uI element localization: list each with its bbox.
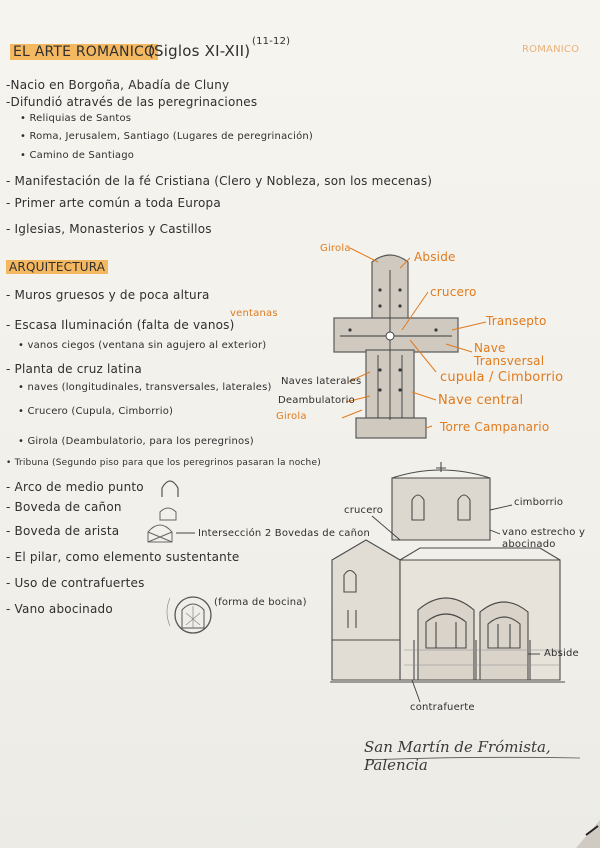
arch-item: - Vano abocinado bbox=[6, 602, 113, 616]
arch-item: - Boveda de arista bbox=[6, 524, 120, 538]
label-torre-campanario: Torre Campanario bbox=[440, 420, 550, 434]
corner-label: ROMANICO bbox=[522, 44, 580, 55]
label-nave-central: Nave central bbox=[438, 393, 524, 408]
architecture-heading-text: ARQUITECTURA bbox=[6, 260, 108, 274]
label-naves-laterales: Naves laterales bbox=[281, 376, 362, 387]
church-label-crucero: crucero bbox=[344, 505, 384, 516]
note-ventanas: ventanas bbox=[230, 308, 278, 319]
title-superscript: (11-12) bbox=[252, 36, 291, 47]
label-cupula: cupula / Cimborrio bbox=[440, 370, 564, 385]
arch-item: - Boveda de cañon bbox=[6, 500, 122, 514]
intro-line: -Nacio en Borgoña, Abadía de Cluny bbox=[6, 78, 230, 92]
arch-item: • Tribuna (Segundo piso para que los peregrinos pasaran la noche) bbox=[6, 458, 321, 468]
church-label-contrafuerte: contrafuerte bbox=[410, 702, 475, 713]
arch-item: • Crucero (Cupula, Cimborrio) bbox=[18, 406, 174, 417]
intro-line: -Difundió através de las peregrinaciones bbox=[6, 95, 258, 109]
title-highlight: EL ARTE ROMANICO bbox=[10, 44, 158, 60]
label-girola-bottom: Girola bbox=[276, 411, 307, 422]
arch-item: - Uso de contrafuertes bbox=[6, 576, 145, 590]
arch-item: - Escasa Iluminación (falta de vanos) bbox=[6, 318, 235, 332]
intro-line: - Manifestación de la fé Cristiana (Clero y Nobleza, son los mecenas) bbox=[6, 174, 433, 188]
label-girola-top: Girola bbox=[320, 243, 351, 254]
note-forma-bocina: (forma de bocina) bbox=[214, 597, 307, 608]
arch-item: • vanos ciegos (ventana sin agujero al exterior) bbox=[18, 340, 267, 351]
church-label-vano: vano estrecho y abocinado bbox=[502, 527, 586, 550]
arch-item: • Girola (Deambulatorio, para los peregrinos) bbox=[18, 436, 254, 447]
arch-item: - Arco de medio punto bbox=[6, 480, 144, 494]
intro-line: • Camino de Santiago bbox=[20, 150, 135, 161]
label-transepto: Transepto bbox=[486, 314, 547, 328]
note-interseccion: Intersección 2 Bovedas de cañon bbox=[198, 528, 370, 539]
label-abside: Abside bbox=[414, 250, 456, 264]
church-label-abside: Abside bbox=[544, 648, 579, 659]
intro-line: • Roma, Jerusalem, Santiago (Lugares de peregrinación) bbox=[20, 131, 314, 142]
label-nave-transversal: Nave Transversal bbox=[474, 341, 545, 368]
arch-item: - Planta de cruz latina bbox=[6, 362, 142, 376]
label-crucero: crucero bbox=[430, 285, 477, 299]
arch-item: - Muros gruesos y de poca altura bbox=[6, 288, 210, 302]
intro-line: - Iglesias, Monasterios y Castillos bbox=[6, 222, 212, 236]
intro-line: • Reliquias de Santos bbox=[20, 113, 132, 124]
intro-line: - Primer arte común a toda Europa bbox=[6, 196, 221, 210]
label-deambulatorio: Deambulatorio bbox=[278, 395, 355, 406]
arch-item: • naves (longitudinales, transversales, laterales) bbox=[18, 382, 272, 393]
arch-item: - El pilar, como elemento sustentante bbox=[6, 550, 240, 564]
sketch-caption: San Martín de Frómista, Palencia bbox=[364, 738, 551, 774]
title-subtitle: (Siglos XI-XII) bbox=[148, 42, 251, 60]
church-label-cimborrio: cimborrio bbox=[514, 497, 564, 508]
